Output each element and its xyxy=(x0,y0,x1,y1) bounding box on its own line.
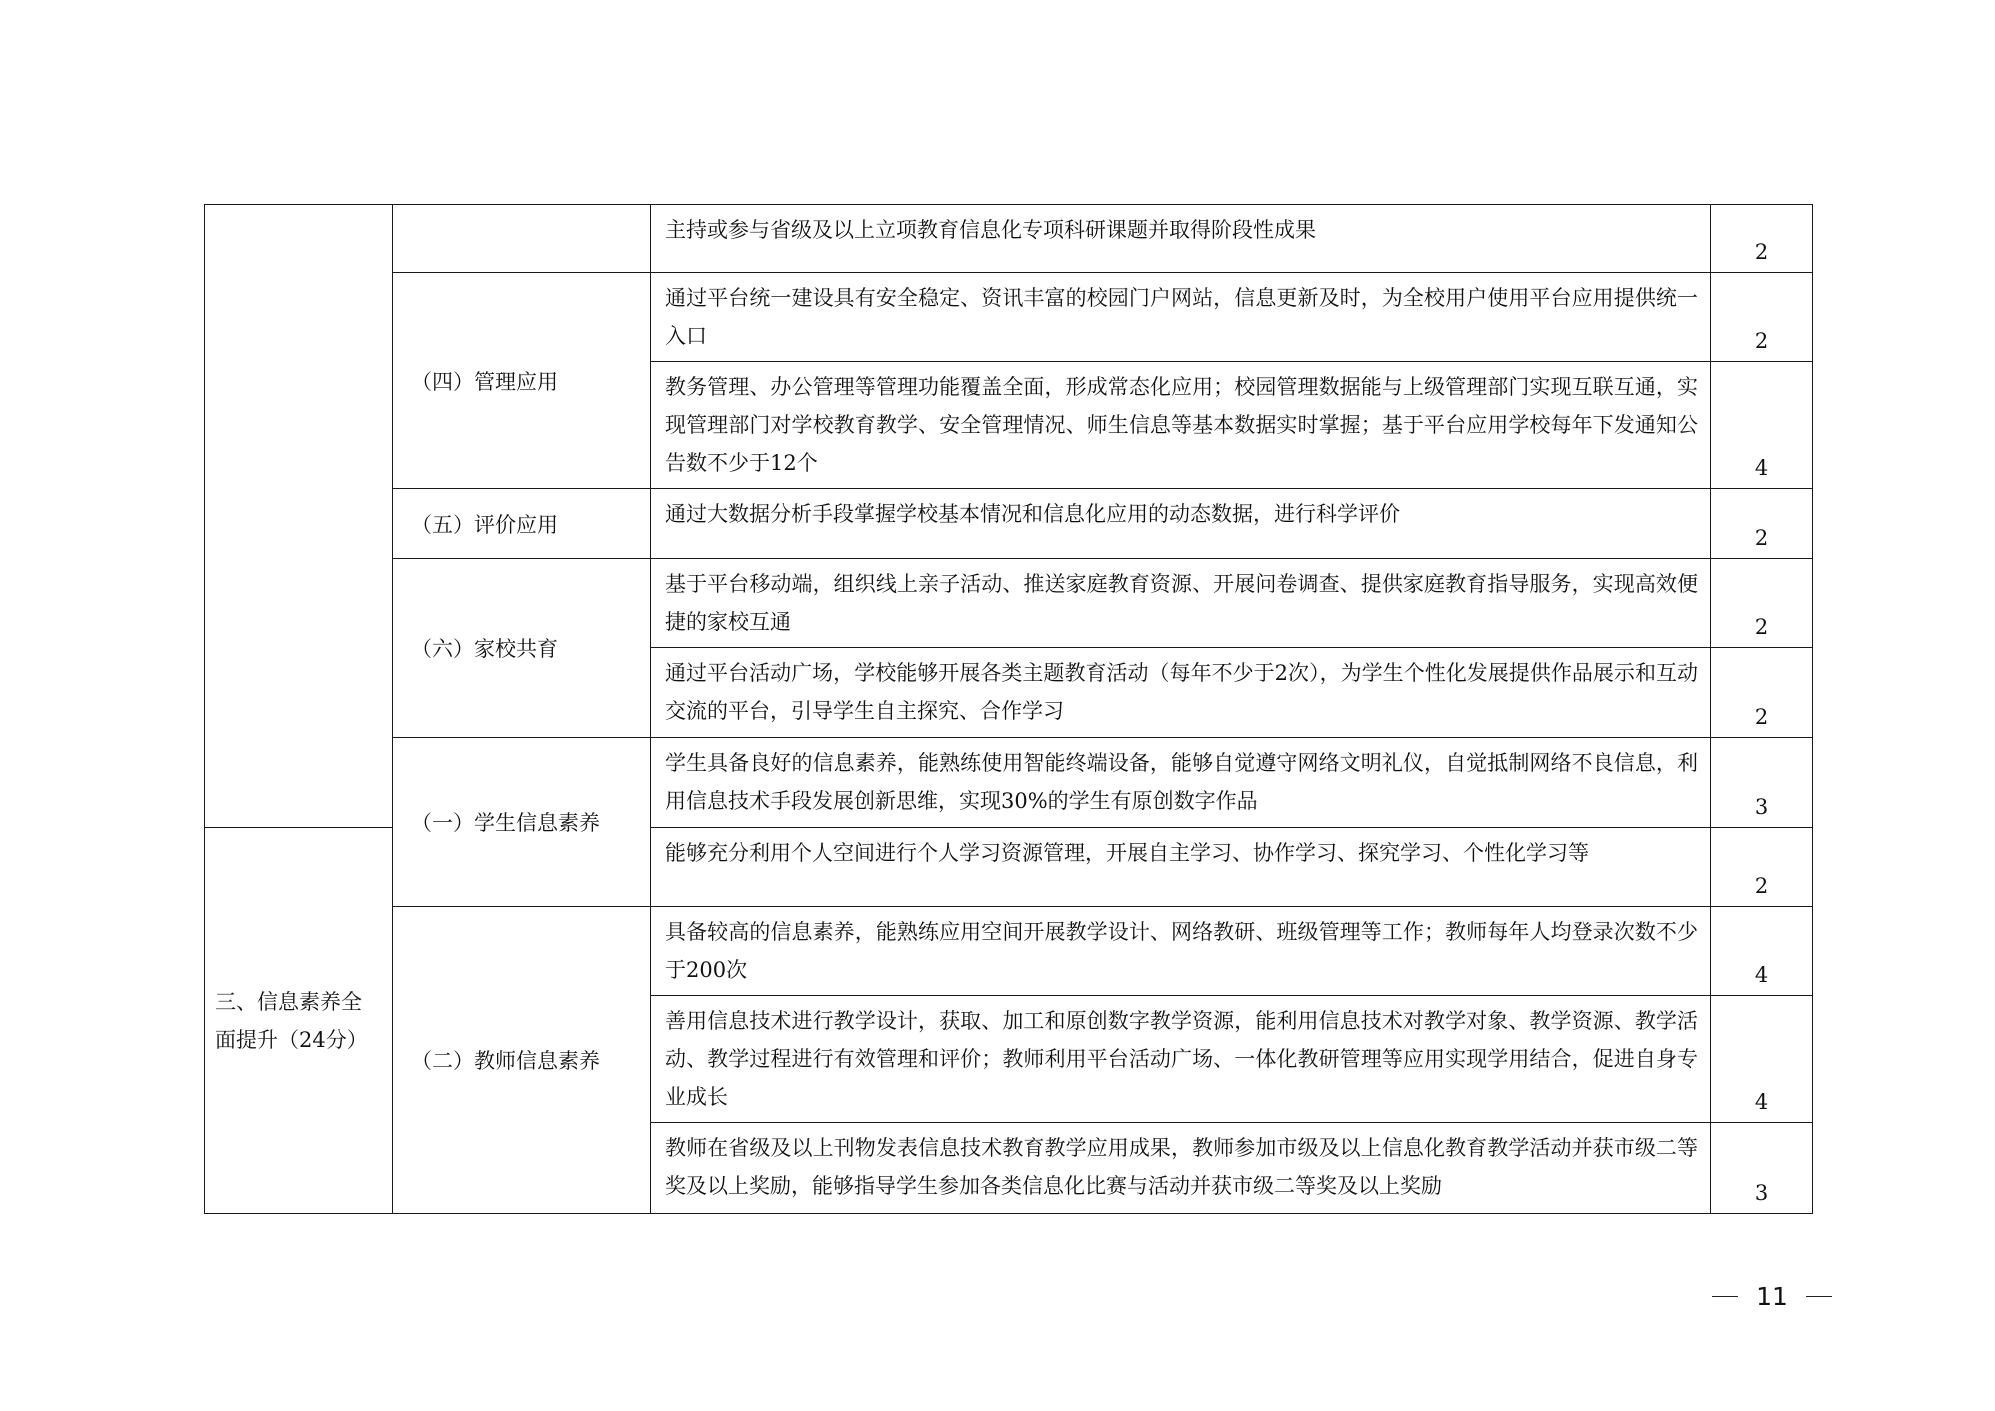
table-row xyxy=(205,907,1813,996)
subcategory-cell-empty xyxy=(393,205,651,273)
page-footer xyxy=(1712,1282,1832,1311)
criteria-text: 学生具备良好的信息素养，能熟练使用智能终端设备，能够自觉遵守网络文明礼仪，自觉抵制网络不良信息，利用信息技术手段发展创新思维，实现30%的学生有原创数字作品 xyxy=(651,738,1711,828)
table-row xyxy=(205,489,1813,559)
score-cell: 2 xyxy=(1711,648,1813,738)
criteria-text: 基于平台移动端，组织线上亲子活动、推送家庭教育资源、开展问卷调查、提供家庭教育指导服务，实现高效便捷的家校互通 xyxy=(651,559,1711,648)
table-row xyxy=(205,273,1813,362)
score-cell: 4 xyxy=(1711,907,1813,996)
score-cell: 3 xyxy=(1711,738,1813,828)
subcategory-student-literacy: （一）学生信息素养 xyxy=(393,738,651,907)
category-info-literacy: 三、信息素养全面提升（24分） xyxy=(205,828,393,1214)
page-dash-right xyxy=(1806,1296,1832,1297)
criteria-text: 通过平台统一建设具有安全稳定、资讯丰富的校园门户网站，信息更新及时，为全校用户使用平台应用提供统一入口 xyxy=(651,273,1711,362)
criteria-text: 具备较高的信息素养，能熟练应用空间开展教学设计、网络教研、班级管理等工作；教师每年人均登录次数不少于200次 xyxy=(651,907,1711,996)
score-cell: 2 xyxy=(1711,489,1813,559)
page-number: 11 xyxy=(1756,1282,1788,1311)
criteria-text: 主持或参与省级及以上立项教育信息化专项科研课题并取得阶段性成果 xyxy=(651,205,1711,273)
table-row xyxy=(205,738,1813,828)
table-row xyxy=(205,559,1813,648)
score-cell: 2 xyxy=(1711,559,1813,648)
subcategory-teacher-literacy: （二）教师信息素养 xyxy=(393,907,651,1214)
score-cell: 2 xyxy=(1711,205,1813,273)
score-cell: 4 xyxy=(1711,362,1813,489)
criteria-text: 通过平台活动广场，学校能够开展各类主题教育活动（每年不少于2次），为学生个性化发展提供作品展示和互动交流的平台，引导学生自主探究、合作学习 xyxy=(651,648,1711,738)
subcategory-management: （四）管理应用 xyxy=(393,273,651,489)
page-dash-left xyxy=(1712,1296,1738,1297)
criteria-text: 善用信息技术进行教学设计，获取、加工和原创数字教学资源，能利用信息技术对教学对象、教学资源、教学活动、教学过程进行有效管理和评价；教师利用平台活动广场、一体化教研管理等应用实现学用结合，促进自身专业成长 xyxy=(651,996,1711,1123)
score-cell: 2 xyxy=(1711,273,1813,362)
subcategory-home-school: （六）家校共育 xyxy=(393,559,651,738)
score-cell: 3 xyxy=(1711,1123,1813,1214)
score-cell: 4 xyxy=(1711,996,1813,1123)
evaluation-table xyxy=(204,204,1813,1214)
category-cell-empty xyxy=(205,205,393,828)
score-cell: 2 xyxy=(1711,828,1813,907)
criteria-text: 通过大数据分析手段掌握学校基本情况和信息化应用的动态数据，进行科学评价 xyxy=(651,489,1711,559)
table-row xyxy=(205,205,1813,273)
criteria-text: 教师在省级及以上刊物发表信息技术教育教学应用成果，教师参加市级及以上信息化教育教学活动并获市级二等奖及以上奖励，能够指导学生参加各类信息化比赛与活动并获市级二等奖及以上奖励 xyxy=(651,1123,1711,1214)
criteria-text: 能够充分利用个人空间进行个人学习资源管理，开展自主学习、协作学习、探究学习、个性化学习等 xyxy=(651,828,1711,907)
criteria-text: 教务管理、办公管理等管理功能覆盖全面，形成常态化应用；校园管理数据能与上级管理部门实现互联互通，实现管理部门对学校教育教学、安全管理情况、师生信息等基本数据实时掌握；基于平台应用学校每年下发通知公告数不少于12个 xyxy=(651,362,1711,489)
subcategory-evaluation: （五）评价应用 xyxy=(393,489,651,559)
